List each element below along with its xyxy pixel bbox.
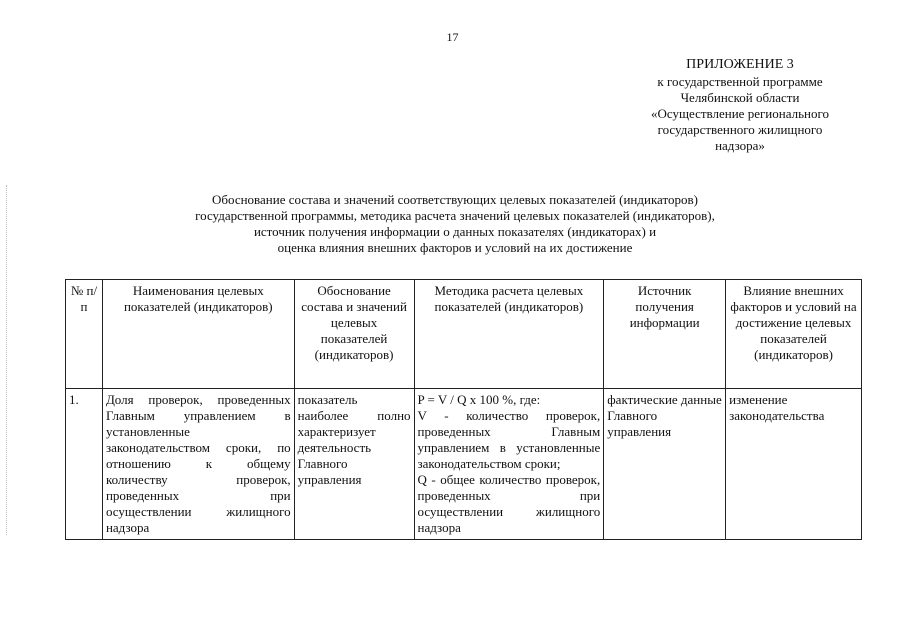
cell-num: 1.: [66, 389, 103, 540]
heading-line: оценка влияния внешних факторов и условий на их достижение: [277, 240, 633, 255]
appendix-block: [610, 56, 870, 154]
appendix-line: «Осуществление регионального: [651, 106, 829, 121]
indicators-table: [65, 279, 862, 540]
heading-line: источник получения информации о данных показателях (индикаторах) и: [253, 224, 657, 239]
appendix-line: к государственной программе: [657, 74, 823, 89]
method-formula: P = V / Q x 100 %, где:: [417, 392, 541, 407]
table-row: [66, 389, 862, 540]
col-header-name: Наименования целевых показателей (индикаторов): [102, 280, 294, 389]
cell-source: фактические данные Главного управления: [604, 389, 726, 540]
appendix-line: надзора»: [715, 138, 765, 153]
col-header-num: № п/п: [66, 280, 103, 389]
col-header-method: Методика расчета целевых показателей (индикаторов): [414, 280, 604, 389]
col-header-source: Источник получения информации: [604, 280, 726, 389]
document-heading: [130, 192, 780, 256]
col-header-influence: Влияние внешних факторов и условий на достижение целевых показателей (индикаторов): [726, 280, 862, 389]
appendix-line: Челябинской области: [680, 90, 800, 105]
page-number: 17: [446, 30, 459, 44]
cell-justification: показатель наиболее полно характеризует деятельность Главного управления: [294, 389, 414, 540]
cell-influence: изменение законодательства: [726, 389, 862, 540]
col-header-justification: Обоснование состава и значений целевых показателей (индикаторов): [294, 280, 414, 389]
appendix-title: ПРИЛОЖЕНИЕ 3: [686, 57, 794, 72]
appendix-line: государственного жилищного: [657, 122, 823, 137]
method-q-definition: Q - общее количество проверок, проведенных при осуществлении жилищного надзора: [417, 472, 601, 535]
method-v-definition: V - количество проверок, проведенных Главным управлением в установленные законодательством сроки;: [417, 408, 601, 471]
heading-line: государственной программы, методика расчета значений целевых показателей (индикаторов),: [195, 208, 715, 223]
cell-name: Доля проверок, проведенных Главным управлением в установленные законодательством сроки, по отношению к общему количеству проверок, проведенных при осуществлении жилищного надзора: [102, 389, 294, 540]
margin-divider: [6, 185, 7, 535]
heading-line: Обоснование состава и значений соответствующих целевых показателей (индикаторов): [212, 192, 698, 207]
cell-method: [414, 389, 604, 540]
table-header-row: [66, 280, 862, 389]
